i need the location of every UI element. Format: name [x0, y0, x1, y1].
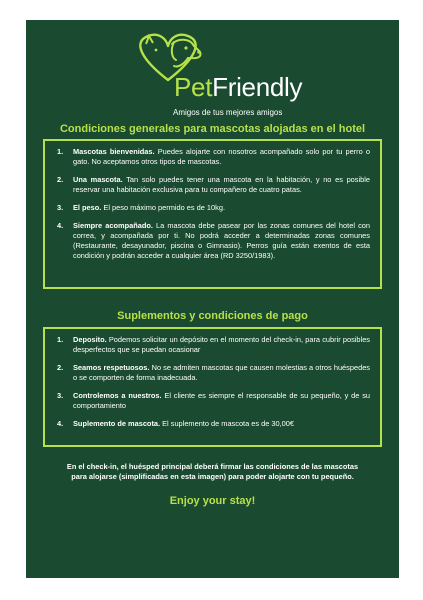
supplements-list	[57, 335, 370, 429]
list-item-lead: El peso.	[73, 203, 102, 212]
list-item-lead: Suplemento de mascota.	[73, 419, 161, 428]
list-item-lead: Controlemos a nuestros.	[73, 391, 162, 400]
list-item-text	[73, 147, 370, 167]
list-item	[57, 147, 370, 167]
list-item-body: Puedes alojarte con nosotros acompañado solo por tu perro o gato. No aceptamos otros tipos de mascotas.	[73, 147, 370, 166]
list-item-text	[73, 175, 370, 195]
list-item	[57, 335, 370, 355]
list-item-lead: Seamos respetuosos.	[73, 363, 150, 372]
general-conditions-box	[43, 139, 382, 289]
section-title-general: Condiciones generales para mascotas alojadas en el hotel	[59, 123, 366, 135]
list-item-lead: Deposito.	[73, 335, 107, 344]
list-item-lead: Mascotas bienvenidas.	[73, 147, 155, 156]
list-item	[57, 391, 370, 411]
list-item-number: 2.	[57, 175, 64, 184]
list-item-text	[73, 391, 370, 411]
brand-name	[174, 74, 302, 100]
list-item-number: 4.	[57, 221, 64, 230]
list-item-text	[73, 419, 370, 429]
list-item-text	[73, 221, 370, 261]
tagline: Amigos de tus mejores amigos	[173, 108, 283, 117]
list-item-number: 1.	[57, 335, 64, 344]
list-item-body: El suplemento de mascota es de 30,00€	[160, 419, 295, 428]
section-title-supplements: Suplementos y condiciones de pago	[117, 310, 308, 322]
list-item-body: Tan solo puedes tener una mascota en la habitación, y no es posible reservar una habitación exclusiva para tu compañero de cuatro patas.	[73, 175, 370, 194]
list-item-body: No se admiten mascotas que causen molestias a otros huéspedes o se comporten de forma inadecuada.	[73, 363, 370, 382]
list-item-number: 3.	[57, 391, 64, 400]
list-item	[57, 363, 370, 383]
list-item	[57, 221, 370, 261]
list-item-number: 2.	[57, 363, 64, 372]
list-item-text	[73, 335, 370, 355]
brand-suffix: Friendly	[212, 72, 303, 102]
list-item-lead: Una mascota.	[73, 175, 123, 184]
list-item	[57, 175, 370, 195]
poster-panel	[26, 20, 399, 578]
list-item-number: 1.	[57, 147, 64, 156]
closing-message: Enjoy your stay!	[169, 495, 256, 507]
general-conditions-list	[57, 147, 370, 261]
checkin-note: En el check-in, el huésped principal deberá firmar las condiciones de las mascotas para alojarse (simplificadas en esta imagen) para poder alojarte con tu pequeño.	[66, 462, 359, 481]
list-item-body: Podemos solicitar un depósito en el momento del check-in, para cubrir posibles desperfectos que se puedan ocasionar	[73, 335, 370, 354]
list-item-number: 4.	[57, 419, 64, 428]
list-item-text	[73, 363, 370, 383]
list-item-text	[73, 203, 370, 213]
list-item	[57, 203, 370, 213]
list-item-body: La mascota debe pasear por las zonas comunes del hotel con correa, y acompañada por ti. No podrá acceder a determinadas zonas comunes (Restaurante, desayunador, piscina o Gimnasio). Perros guía están exentos de esta condición y podrán acceder a cualquier área (RD 3250/1983).	[73, 221, 370, 260]
brand-prefix: Pet	[174, 72, 213, 102]
list-item	[57, 419, 370, 429]
list-item-lead: Siempre acompañado.	[73, 221, 153, 230]
list-item-body: El peso máximo permido es de 10kg.	[101, 203, 225, 212]
supplements-box	[43, 327, 382, 447]
list-item-body: El cliente es siempre el responsable de su pequeño, y de su comportamiento	[73, 391, 370, 410]
list-item-number: 3.	[57, 203, 64, 212]
